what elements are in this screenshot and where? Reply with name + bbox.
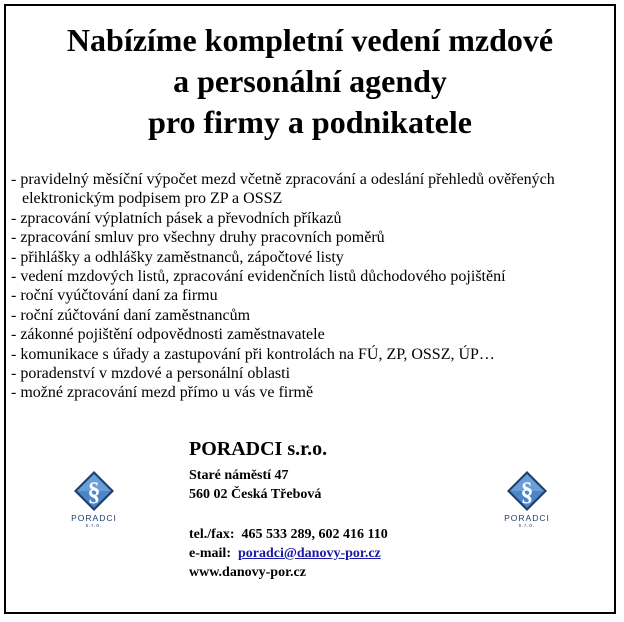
company-contacts xyxy=(189,525,388,582)
logo-sub: s.r.o. xyxy=(85,523,103,529)
service-item: - přihlášky a odhlášky zaměstnanců, zápočtové listy xyxy=(11,248,344,266)
company-logo-left xyxy=(64,470,124,550)
service-item: - zpracování výplatních pásek a převodních příkazů xyxy=(11,209,342,227)
phone-line xyxy=(189,525,388,544)
company-address xyxy=(189,466,388,504)
address-city: 560 02 Česká Třebová xyxy=(189,487,322,502)
paragraph-diamond-logo-icon xyxy=(73,470,115,512)
svg-text:§: § xyxy=(520,477,534,506)
phone-label: tel./fax: xyxy=(189,527,235,542)
company-logo-right xyxy=(497,470,557,550)
page-heading xyxy=(0,20,620,143)
phone-numbers: 465 533 289, 602 416 110 xyxy=(241,527,388,542)
email-label: e-mail: xyxy=(189,546,231,561)
services-list xyxy=(11,170,616,403)
company-name: PORADCI s.r.o. xyxy=(189,438,328,460)
heading-line-1: Nabízíme kompletní vedení mzdové xyxy=(66,22,554,58)
service-item: - vedení mzdových listů, zpracování evidenčních listů důchodového pojištění xyxy=(11,268,506,286)
logo-sub: s.r.o. xyxy=(518,523,536,529)
logo-name: PORADCI xyxy=(504,513,550,523)
website[interactable]: www.danovy-por.cz xyxy=(189,565,306,580)
heading-line-3: pro firmy a podnikatele xyxy=(148,104,472,140)
service-item: - komunikace s úřady a zastupování při kontrolách na FÚ, ZP, OSSZ, ÚP… xyxy=(11,345,495,363)
paragraph-diamond-logo-icon xyxy=(506,470,548,512)
address-street: Staré náměstí 47 xyxy=(189,468,289,483)
service-item: - zákonné pojištění odpovědnosti zaměstnavatele xyxy=(11,326,325,344)
svg-text:§: § xyxy=(87,477,101,506)
service-item: - možné zpracování mezd přímo u vás ve firmě xyxy=(11,384,314,402)
service-item: - poradenství v mzdové a personální oblasti xyxy=(11,365,291,383)
email-line xyxy=(189,544,388,563)
service-item: - zpracování smluv pro všechny druhy pracovních poměrů xyxy=(11,229,385,247)
company-contact-block xyxy=(189,436,388,582)
heading-line-2: a personální agendy xyxy=(173,63,447,99)
service-item: - roční vyúčtování daní za firmu xyxy=(11,287,218,305)
logo-name: PORADCI xyxy=(71,513,117,523)
service-item: - roční zúčtování daní zaměstnancům xyxy=(11,306,251,324)
email-link[interactable]: poradci@danovy-por.cz xyxy=(237,546,381,561)
service-item: - pravidelný měsíční výpočet mezd včetně zpracování a odeslání přehledů ověřených elektronickým podpisem pro ZP a OSSZ xyxy=(11,171,555,208)
